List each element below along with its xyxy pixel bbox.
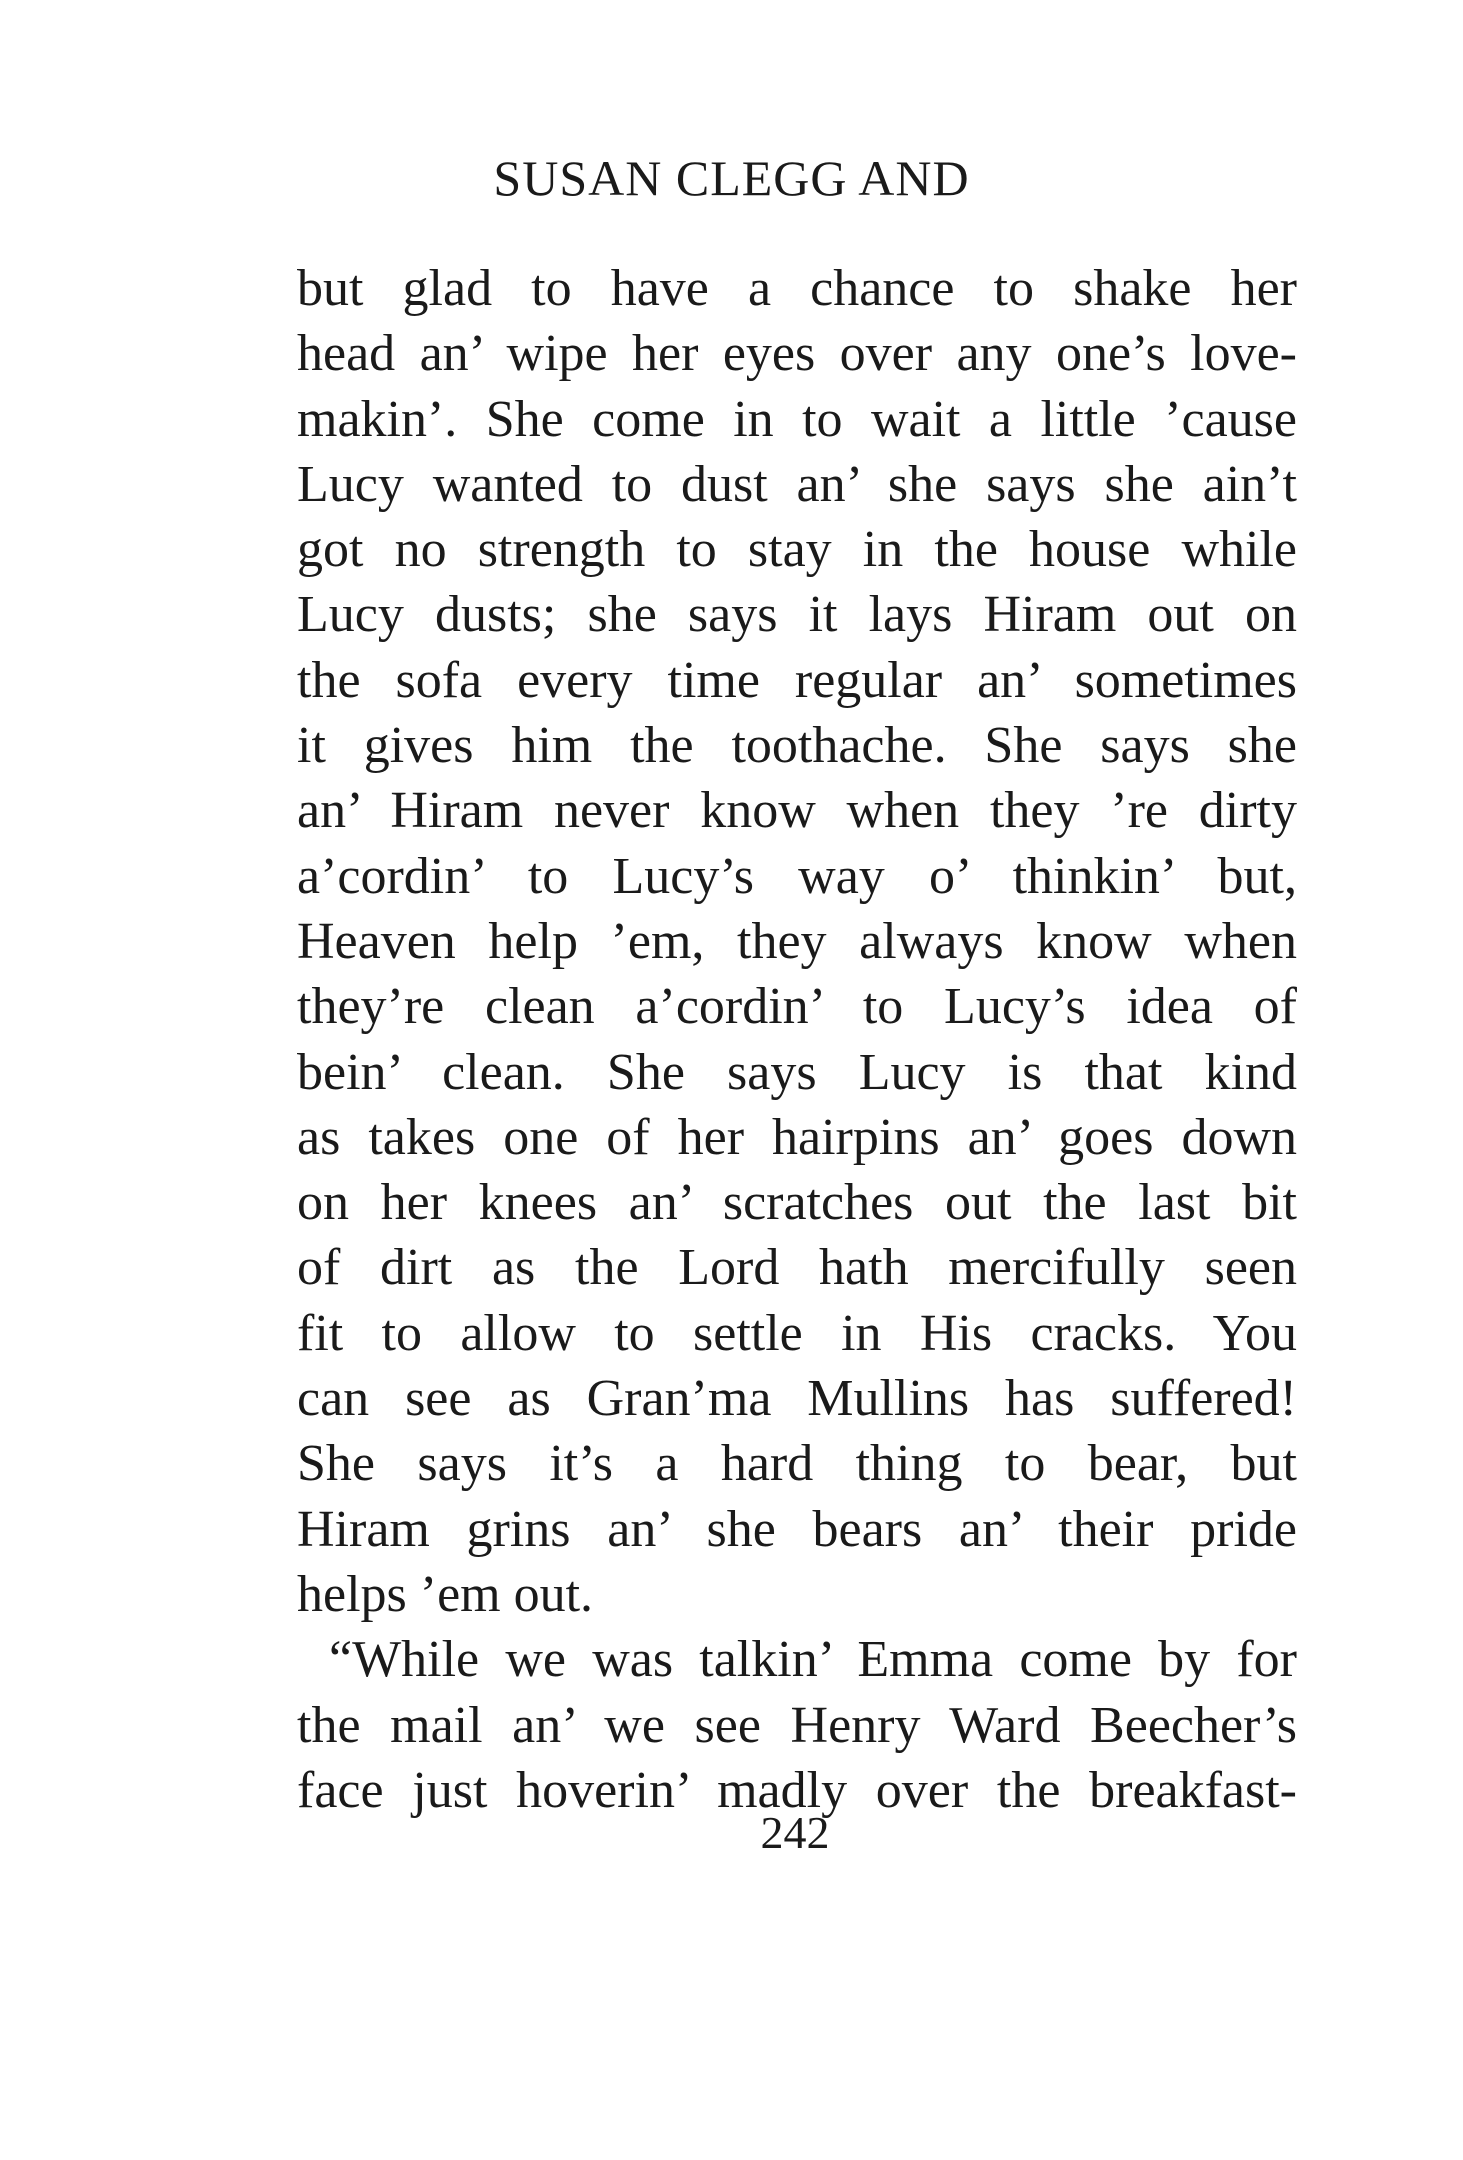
text-line: a’cordin’ to Lucy’s way o’ thinkin’ but,: [297, 847, 1297, 905]
text-line: bein’ clean. She says Lucy is that kind: [297, 1043, 1297, 1101]
text-line: makin’. She come in to wait a little ’cause: [297, 390, 1297, 448]
text-line: the sofa every time regular an’ sometimes: [297, 651, 1297, 709]
text-line: head an’ wipe her eyes over any one’s love-: [297, 325, 1297, 383]
text-line: it gives him the toothache. She says she: [297, 717, 1297, 775]
text-line: the mail an’ we see Henry Ward Beecher’s: [297, 1696, 1297, 1754]
text-line: of dirt as the Lord hath mercifully seen: [297, 1239, 1297, 1297]
text-line: face just hoverin’ madly over the breakfast-: [297, 1761, 1297, 1819]
text-line: Lucy wanted to dust an’ she says she ain’t: [297, 455, 1297, 513]
text-line: Heaven help ’em, they always know when: [297, 912, 1297, 970]
text-line: Lucy dusts; she says it lays Hiram out on: [297, 586, 1297, 644]
text-line: can see as Gran’ma Mullins has suffered!: [297, 1370, 1297, 1428]
text-line: on her knees an’ scratches out the last bit: [297, 1174, 1297, 1232]
text-line: they’re clean a’cordin’ to Lucy’s idea of: [297, 978, 1297, 1036]
text-line: but glad to have a chance to shake her: [297, 260, 1297, 317]
body-text: [297, 256, 1297, 1823]
page-number: 242: [760, 1807, 830, 1858]
text-line: fit to allow to settle in His cracks. You: [297, 1304, 1297, 1362]
text-line: as takes one of her hairpins an’ goes down: [297, 1108, 1297, 1166]
paragraph-end-line: helps ’em out.: [297, 1565, 594, 1623]
running-head: SUSAN CLEGG AND: [493, 150, 970, 206]
text-line: got no strength to stay in the house while: [297, 521, 1297, 579]
text-line: Hiram grins an’ she bears an’ their pride: [297, 1500, 1297, 1558]
text-line: an’ Hiram never know when they ’re dirty: [297, 782, 1297, 840]
paragraph-start-line: “While we was talkin’ Emma come by for: [329, 1631, 1297, 1689]
text-line: She says it’s a hard thing to bear, but: [297, 1435, 1297, 1493]
